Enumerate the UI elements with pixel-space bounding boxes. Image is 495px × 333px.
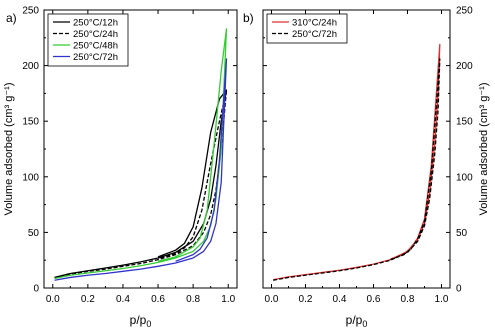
legend-label: 250°C/72h xyxy=(73,52,118,63)
y-tick-label: 200 xyxy=(456,61,473,73)
y-tick-label: 250 xyxy=(456,5,473,17)
panel-a xyxy=(3,6,237,330)
legend-label: 250°C/72h xyxy=(292,29,337,40)
plot-frame xyxy=(263,10,450,288)
y-tick-label: 150 xyxy=(456,116,473,128)
x-tick-label: 0.6 xyxy=(151,294,165,305)
series-line-3 xyxy=(55,59,227,280)
y-tick-label: 100 xyxy=(456,172,473,184)
legend xyxy=(48,14,128,66)
x-tick-label: 1.0 xyxy=(221,294,236,305)
x-axis-label xyxy=(346,313,368,329)
y-tick-label: 250 xyxy=(22,5,39,17)
x-tick-label: 0.2 xyxy=(298,294,313,305)
legend-label: 310°C/24h xyxy=(292,17,337,29)
y-tick-label: 0 xyxy=(33,283,39,295)
x-axis-label-subscript: 0 xyxy=(362,319,368,329)
y-axis-label: Volume adsorbed (cm³ g⁻¹) xyxy=(478,82,490,216)
x-tick-label: 0.4 xyxy=(332,294,347,305)
x-tick-label: 0.8 xyxy=(186,294,201,305)
x-tick-label: 0.0 xyxy=(45,294,60,305)
legend-label: 250°C/48h xyxy=(73,40,118,52)
x-axis-label-main: p/p xyxy=(345,313,363,327)
y-tick-label: 100 xyxy=(22,172,39,184)
y-tick-label: 150 xyxy=(22,116,39,128)
y-tick-label: 0 xyxy=(456,283,462,295)
legend-label: 250°C/12h xyxy=(73,17,118,29)
y-axis-label: Volume adsorbed (cm³ g⁻¹) xyxy=(3,82,15,216)
y-tick-label: 200 xyxy=(22,61,39,73)
legend-label: 250°C/24h xyxy=(73,29,118,40)
panel-label: a) xyxy=(6,11,17,25)
legend xyxy=(267,14,347,43)
series-line-1 xyxy=(55,90,227,278)
panel-b xyxy=(243,6,490,330)
y-tick-label: 50 xyxy=(456,227,468,239)
series-line-1 xyxy=(273,59,440,280)
x-tick-label: 0.0 xyxy=(264,294,279,305)
x-tick-label: 0.2 xyxy=(80,294,95,305)
x-axis-label-subscript: 0 xyxy=(146,319,152,329)
x-tick-label: 0.4 xyxy=(116,294,130,305)
y-tick-label: 50 xyxy=(27,227,39,239)
x-tick-label: 0.6 xyxy=(366,294,381,305)
series-layer xyxy=(55,29,227,280)
x-tick-label: 0.8 xyxy=(400,294,415,305)
series-layer xyxy=(273,44,440,280)
x-axis-label-main: p/p xyxy=(129,313,147,327)
x-tick-label: 1.0 xyxy=(434,294,449,305)
panel-label: b) xyxy=(243,11,254,25)
x-axis-label xyxy=(130,313,152,329)
